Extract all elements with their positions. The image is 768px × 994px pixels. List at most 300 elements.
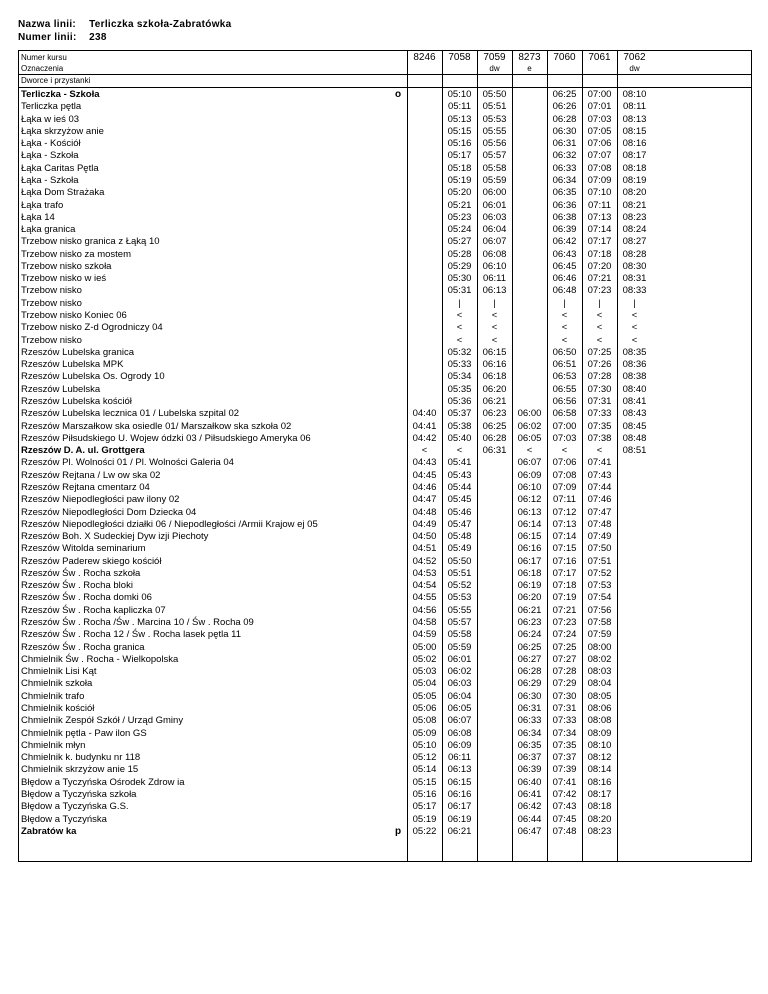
- departure-time: 07:48: [552, 825, 577, 837]
- departure-time: 08:10: [587, 739, 612, 751]
- departure-time: 07:00: [587, 89, 612, 100]
- departure-time: 05:14: [412, 764, 437, 776]
- departure-time: 08:14: [587, 764, 612, 776]
- departure-time: 04:54: [412, 580, 437, 592]
- departure-time: 05:45: [447, 494, 472, 506]
- stop-name: Rzeszów Marszałkow ska osiedle 01/ Marszałkow ska szkoła 02: [21, 420, 292, 432]
- timetable: [18, 50, 752, 862]
- departure-time: 05:27: [447, 236, 472, 248]
- departure-time: 06:47: [517, 825, 542, 837]
- departure-time: <: [526, 445, 533, 457]
- departure-time: 07:53: [587, 580, 612, 592]
- departure-time: 06:33: [552, 162, 577, 174]
- departure-time: 08:09: [587, 727, 612, 739]
- departure-time: 06:29: [517, 678, 542, 690]
- departure-time: 08:12: [587, 752, 612, 764]
- departure-time: 08:51: [622, 445, 647, 457]
- notes-label: Oznaczenia: [21, 64, 64, 73]
- departure-time: 06:00: [482, 187, 507, 199]
- departure-time: 06:53: [552, 371, 577, 383]
- departure-time: 08:10: [622, 89, 647, 100]
- departure-time: |: [598, 297, 601, 309]
- departure-time: 07:31: [587, 396, 612, 407]
- departure-time: 06:23: [517, 617, 542, 629]
- departure-time: 05:09: [412, 727, 437, 739]
- departure-time: 05:50: [447, 555, 472, 567]
- departure-time: 08:03: [587, 666, 612, 678]
- departure-time: <: [561, 445, 568, 457]
- departure-time: 07:18: [587, 248, 612, 260]
- line-number: 238: [89, 32, 107, 43]
- departure-time: 05:58: [482, 162, 507, 174]
- stop-name: Chmielnik szkoła: [21, 678, 93, 690]
- departure-time: <: [596, 310, 603, 322]
- course-note: e: [527, 64, 532, 73]
- stop-name: Błędow a Tyczyńska G.S.: [21, 801, 129, 813]
- departure-time: 07:09: [552, 481, 577, 493]
- departure-time: 08:23: [622, 211, 647, 223]
- departure-time: 05:57: [447, 617, 472, 629]
- departure-time: 07:03: [587, 113, 612, 125]
- departure-time: 05:51: [447, 567, 472, 579]
- departure-time: 06:30: [552, 125, 577, 137]
- departure-time: 06:11: [482, 273, 507, 285]
- departure-time: 05:03: [412, 666, 437, 678]
- departure-time: 07:28: [552, 666, 577, 678]
- stop-name: Chmielnik skrzyżow anie 15: [21, 764, 139, 776]
- departure-time: <: [561, 310, 568, 322]
- departure-time: 05:43: [447, 469, 472, 481]
- departure-time: 08:28: [622, 248, 647, 260]
- departure-time: 08:11: [622, 101, 647, 113]
- departure-time: 05:16: [412, 788, 437, 800]
- departure-time: 06:28: [552, 113, 577, 125]
- departure-time: 04:49: [412, 518, 437, 530]
- departure-time: 06:34: [517, 727, 542, 739]
- departure-time: 05:23: [447, 211, 472, 223]
- departure-time: 05:48: [447, 531, 472, 543]
- departure-time: 06:13: [482, 285, 507, 297]
- departure-time: 07:37: [552, 752, 577, 764]
- departure-time: 06:03: [447, 678, 472, 690]
- departure-time: 08:24: [622, 224, 647, 236]
- departure-time: 06:10: [482, 260, 507, 272]
- stop-name: Rzeszów Niepodległości działki 06 / Niepodległości /Armii Krajow ej 05: [21, 518, 318, 530]
- departure-time: 08:13: [622, 113, 647, 125]
- departure-time: 07:51: [587, 555, 612, 567]
- departure-time: 08:18: [587, 801, 612, 813]
- stop-name: Trzebow nisko szkoła: [21, 260, 112, 272]
- departure-time: 05:55: [482, 125, 507, 137]
- departure-time: 06:13: [517, 506, 542, 518]
- stop-name: Chmielnik Zespół Szkół / Urząd Gminy: [21, 715, 184, 727]
- departure-time: 07:18: [552, 580, 577, 592]
- departure-time: 07:00: [552, 420, 577, 432]
- stop-name: Łąka w ieś 03: [21, 113, 80, 125]
- stop-name: Rzeszów Rejtana cmentarz 04: [21, 481, 150, 493]
- departure-time: 08:06: [587, 703, 612, 714]
- departure-time: <: [596, 322, 603, 334]
- departure-time: 07:42: [552, 788, 577, 800]
- departure-time: 07:35: [587, 420, 612, 432]
- departure-time: 07:34: [552, 727, 577, 739]
- departure-time: 05:37: [447, 408, 472, 420]
- departure-time: 04:53: [412, 567, 437, 579]
- departure-time: 05:19: [412, 813, 437, 825]
- stop-name: Trzebow nisko granica z Łąką 10: [21, 236, 160, 248]
- departure-time: <: [596, 334, 603, 346]
- departure-time: 05:35: [447, 383, 472, 395]
- departure-time: 04:58: [412, 617, 437, 629]
- departure-time: 07:08: [552, 469, 577, 481]
- departure-time: 08:30: [622, 260, 647, 272]
- stop-name: Trzebow nisko: [21, 297, 82, 309]
- departure-time: <: [456, 445, 463, 457]
- departure-time: 06:38: [552, 211, 577, 223]
- departure-time: 06:31: [552, 138, 577, 150]
- departure-time: 06:09: [517, 469, 542, 481]
- departure-time: 05:16: [447, 138, 472, 150]
- departure-time: 08:05: [587, 690, 612, 702]
- departure-time: 05:53: [447, 592, 472, 604]
- departure-time: 05:05: [412, 690, 437, 702]
- stop-name: Rzeszów Św . Rocha 12 / Św . Rocha lasek pętla 11: [21, 629, 242, 641]
- stop-name: Chmielnik pętla - Paw ilon GS: [21, 727, 147, 739]
- departure-time: |: [493, 297, 496, 309]
- departure-time: 07:12: [552, 506, 577, 518]
- departure-time: 04:42: [412, 432, 437, 444]
- departure-time: 07:07: [587, 150, 612, 162]
- departure-time: 07:19: [552, 592, 577, 604]
- stop-name: Rzeszów Paderew skiego kościół: [21, 555, 162, 567]
- departure-time: 05:32: [447, 346, 472, 358]
- departure-time: <: [631, 310, 638, 322]
- departure-time: 07:30: [552, 690, 577, 702]
- departure-time: 05:10: [447, 89, 472, 100]
- stop-name: Terliczka pętla: [21, 101, 82, 113]
- departure-time: 07:05: [587, 125, 612, 137]
- departure-time: 06:37: [517, 752, 542, 764]
- departure-time: 06:32: [552, 150, 577, 162]
- stop-name: Rzeszów Lubelska lecznica 01 / Lubelska szpital 02: [21, 408, 240, 420]
- departure-time: 08:45: [622, 420, 647, 432]
- departure-time: 06:07: [517, 457, 542, 469]
- departure-time: 04:56: [412, 604, 437, 616]
- departure-time: 06:30: [517, 690, 542, 702]
- departure-time: 06:20: [482, 383, 507, 395]
- departure-time: |: [563, 297, 566, 309]
- departure-time: 07:23: [552, 617, 577, 629]
- stop-name: Łąka Dom Strażaka: [21, 187, 105, 199]
- departure-time: <: [561, 334, 568, 346]
- course-number: 7060: [553, 52, 576, 63]
- departure-time: 07:21: [587, 273, 612, 285]
- departure-time: 08:40: [622, 383, 647, 395]
- departure-time: 06:08: [482, 248, 507, 260]
- stop-name: Trzebow nisko: [21, 334, 82, 346]
- departure-time: 05:34: [447, 371, 472, 383]
- departure-time: 05:02: [412, 653, 437, 665]
- stop-name: Trzebow nisko Z-d Ogrodniczy 04: [21, 322, 163, 334]
- departure-time: 07:50: [587, 543, 612, 555]
- departure-time: 06:39: [552, 224, 577, 236]
- course-number: 7058: [448, 52, 471, 63]
- departure-time: 04:41: [412, 420, 437, 432]
- departure-time: 06:42: [552, 236, 577, 248]
- departure-time: 05:29: [447, 260, 472, 272]
- course-number-label: Numer kursu: [21, 53, 67, 62]
- departure-time: 06:15: [447, 776, 472, 788]
- departure-time: 06:42: [517, 801, 542, 813]
- departure-time: 08:43: [622, 408, 647, 420]
- stop-name: Błędow a Tyczyńska: [21, 813, 107, 825]
- stop-name: Rzeszów Rejtana / Lw ow ska 02: [21, 469, 161, 481]
- departure-time: 06:51: [552, 359, 577, 371]
- departure-time: 05:19: [447, 174, 472, 186]
- departure-time: 08:23: [587, 825, 612, 837]
- departure-time: 05:17: [447, 150, 472, 162]
- departure-time: 05:57: [482, 150, 507, 162]
- departure-time: 08:20: [622, 187, 647, 199]
- departure-time: 06:40: [517, 776, 542, 788]
- departure-time: 07:44: [587, 481, 612, 493]
- departure-time: 08:04: [587, 678, 612, 690]
- departure-time: 07:11: [552, 494, 577, 506]
- departure-time: 05:58: [447, 629, 472, 641]
- stop-name: Łąka skrzyżow anie: [21, 125, 104, 137]
- departure-time: 07:06: [552, 457, 577, 469]
- departure-time: 08:31: [622, 273, 647, 285]
- departure-time: 05:53: [482, 113, 507, 125]
- departure-time: 07:13: [587, 211, 612, 223]
- stop-name: Rzeszów Lubelska granica: [21, 346, 135, 358]
- departure-time: 06:21: [447, 825, 472, 837]
- departure-time: 05:52: [447, 580, 472, 592]
- departure-time: 05:44: [447, 481, 472, 493]
- course-note: dw: [629, 64, 640, 73]
- departure-time: <: [456, 322, 463, 334]
- departure-time: 06:08: [447, 727, 472, 739]
- stop-name: Rzeszów Św . Rocha /Św . Marcina 10 / Św . Rocha 09: [21, 617, 254, 629]
- departure-time: 06:41: [517, 788, 542, 800]
- line-name-row: [18, 18, 232, 31]
- departure-time: 08:19: [622, 174, 647, 186]
- departure-time: 06:20: [517, 592, 542, 604]
- departure-time: 07:28: [587, 371, 612, 383]
- departure-time: 08:02: [587, 653, 612, 665]
- course-number: 7062: [623, 52, 646, 63]
- stop-name: Rzeszów Św . Rocha szkoła: [21, 567, 141, 579]
- stop-name: Łąka 14: [21, 211, 55, 223]
- departure-time: 07:54: [587, 592, 612, 604]
- departure-time: 05:46: [447, 506, 472, 518]
- departure-time: 06:15: [482, 346, 507, 358]
- stop-name: Błędow a Tyczyńska Ośrodek Zdrow ia: [21, 776, 185, 788]
- departure-time: 06:07: [482, 236, 507, 248]
- departure-time: 07:45: [552, 813, 577, 825]
- departure-time: <: [491, 310, 498, 322]
- departure-time: 08:17: [587, 788, 612, 800]
- stop-name: Rzeszów Niepodległości paw ilony 02: [21, 494, 180, 506]
- departure-time: 07:25: [587, 346, 612, 358]
- stop-name: Rzeszów Św . Rocha bloki: [21, 580, 133, 592]
- stop-name: Rzeszów Witolda seminarium: [21, 543, 146, 555]
- departure-time: 07:39: [552, 764, 577, 776]
- stop-name: Łąka - Szkoła: [21, 174, 79, 186]
- line-number-row: [18, 31, 107, 44]
- departure-time: 06:58: [552, 408, 577, 420]
- departure-time: 07:47: [587, 506, 612, 518]
- departure-time: 07:03: [552, 432, 577, 444]
- departure-time: 06:01: [447, 653, 472, 665]
- departure-time: 08:16: [587, 776, 612, 788]
- departure-time: 07:10: [587, 187, 612, 199]
- departure-time: 06:05: [517, 432, 542, 444]
- stop-name: Łąka Caritas Pętla: [21, 162, 99, 174]
- departure-time: 04:51: [412, 543, 437, 555]
- departure-time: 07:30: [587, 383, 612, 395]
- stop-name: Rzeszów Lubelska MPK: [21, 359, 124, 371]
- departure-time: 08:41: [622, 396, 647, 407]
- departure-time: 06:56: [552, 396, 577, 407]
- departure-time: 06:34: [552, 174, 577, 186]
- departure-time: 07:29: [552, 678, 577, 690]
- stop-name: Łąka - Kościół: [21, 138, 81, 150]
- departure-time: 06:26: [552, 101, 577, 113]
- stop-name: Chmielnik Św . Rocha - Wielkopolska: [21, 653, 179, 665]
- departure-time: 06:33: [517, 715, 542, 727]
- departure-time: <: [631, 322, 638, 334]
- departure-time: 06:27: [517, 653, 542, 665]
- course-number: 7059: [483, 52, 506, 63]
- departure-time: 06:50: [552, 346, 577, 358]
- stop-name: Rzeszów Św . Rocha domki 06: [21, 592, 152, 604]
- departure-time: 05:38: [447, 420, 472, 432]
- departure-time: 05:50: [482, 89, 507, 100]
- departure-time: <: [421, 445, 428, 457]
- departure-time: 06:05: [447, 703, 472, 714]
- departure-time: <: [491, 322, 498, 334]
- departure-time: <: [456, 334, 463, 346]
- departure-time: 06:36: [552, 199, 577, 211]
- departure-time: 05:20: [447, 187, 472, 199]
- departure-time: 07:33: [552, 715, 577, 727]
- course-number: 8273: [518, 52, 541, 63]
- departure-time: 04:55: [412, 592, 437, 604]
- departure-time: 06:02: [447, 666, 472, 678]
- line-name-label: Nazwa linii:: [18, 19, 77, 30]
- departure-time: 06:45: [552, 260, 577, 272]
- stop-name: Rzeszów Św . Rocha kapliczka 07: [21, 604, 166, 616]
- departure-time: 07:38: [587, 432, 612, 444]
- stop-name: Łąka - Szkoła: [21, 150, 79, 162]
- stop-name: Terliczka - Szkoła: [21, 89, 100, 100]
- stop-mark: p: [395, 825, 402, 837]
- departure-time: 06:16: [447, 788, 472, 800]
- stop-name: Trzebow nisko za mostem: [21, 248, 131, 260]
- departure-time: 06:43: [552, 248, 577, 260]
- departure-time: 05:51: [482, 101, 507, 113]
- course-note: dw: [489, 64, 500, 73]
- departure-time: 06:35: [517, 739, 542, 751]
- departure-time: 04:40: [412, 408, 437, 420]
- departure-time: 07:31: [552, 703, 577, 714]
- departure-time: 08:00: [587, 641, 612, 653]
- departure-time: 04:43: [412, 457, 437, 469]
- stop-name: Chmielnik Lisi Kąt: [21, 666, 97, 678]
- departure-time: 05:31: [447, 285, 472, 297]
- stop-name: Rzeszów D. A. ul. Grottgera: [21, 445, 145, 457]
- departure-time: 07:43: [552, 801, 577, 813]
- departure-time: 06:12: [517, 494, 542, 506]
- departure-time: 08:08: [587, 715, 612, 727]
- departure-time: <: [631, 334, 638, 346]
- line-name: Terliczka szkoła-Zabratówka: [89, 19, 232, 30]
- departure-time: 05:59: [482, 174, 507, 186]
- stop-name: Rzeszów Piłsudskiego U. Wojew ódzki 03 / Piłsudskiego Ameryka 06: [21, 432, 311, 444]
- departure-time: 06:13: [447, 764, 472, 776]
- departure-time: 07:59: [587, 629, 612, 641]
- departure-time: 04:48: [412, 506, 437, 518]
- stop-name: Chmielnik młyn: [21, 739, 86, 751]
- stop-mark: o: [395, 89, 402, 100]
- departure-time: 07:41: [587, 457, 612, 469]
- departure-time: 06:28: [482, 432, 507, 444]
- departure-time: 07:17: [552, 567, 577, 579]
- departure-time: 06:09: [447, 739, 472, 751]
- departure-time: 06:24: [517, 629, 542, 641]
- departure-time: 06:02: [517, 420, 542, 432]
- departure-time: 06:25: [552, 89, 577, 100]
- departure-time: 06:25: [482, 420, 507, 432]
- departure-time: 08:27: [622, 236, 647, 248]
- departure-time: 07:08: [587, 162, 612, 174]
- departure-time: 05:00: [412, 641, 437, 653]
- departure-time: 06:03: [482, 211, 507, 223]
- departure-time: 07:33: [587, 408, 612, 420]
- departure-time: 07:13: [552, 518, 577, 530]
- departure-time: 08:48: [622, 432, 647, 444]
- departure-time: 05:22: [412, 825, 437, 837]
- stop-name: Chmielnik k. budynku nr 118: [21, 752, 141, 764]
- departure-time: 07:11: [587, 199, 612, 211]
- stop-name: Rzeszów Boh. X Sudeckiej Dyw izji Piechoty: [21, 531, 209, 543]
- departure-time: 05:33: [447, 359, 472, 371]
- departure-time: 07:41: [552, 776, 577, 788]
- stop-name: Błędow a Tyczyńska szkoła: [21, 788, 137, 800]
- stop-name: Rzeszów Lubelska kościół: [21, 396, 132, 407]
- departure-time: 05:15: [412, 776, 437, 788]
- stop-name: Łąka trafo: [21, 199, 64, 211]
- departure-time: 05:15: [447, 125, 472, 137]
- departure-time: 07:24: [552, 629, 577, 641]
- departure-time: 06:44: [517, 813, 542, 825]
- departure-time: 08:38: [622, 371, 647, 383]
- departure-time: <: [596, 445, 603, 457]
- departure-time: 07:25: [552, 641, 577, 653]
- departure-time: 07:49: [587, 531, 612, 543]
- course-number: 8246: [413, 52, 436, 63]
- departure-time: 05:41: [447, 457, 472, 469]
- departure-time: 08:36: [622, 359, 647, 371]
- departure-time: 05:08: [412, 715, 437, 727]
- departure-time: 07:06: [587, 138, 612, 150]
- departure-time: 06:19: [517, 580, 542, 592]
- stop-name: Rzeszów Lubelska Os. Ogrody 10: [21, 371, 165, 383]
- departure-time: 04:50: [412, 531, 437, 543]
- header-divider-1: [19, 74, 751, 75]
- header-divider-2: [19, 87, 751, 88]
